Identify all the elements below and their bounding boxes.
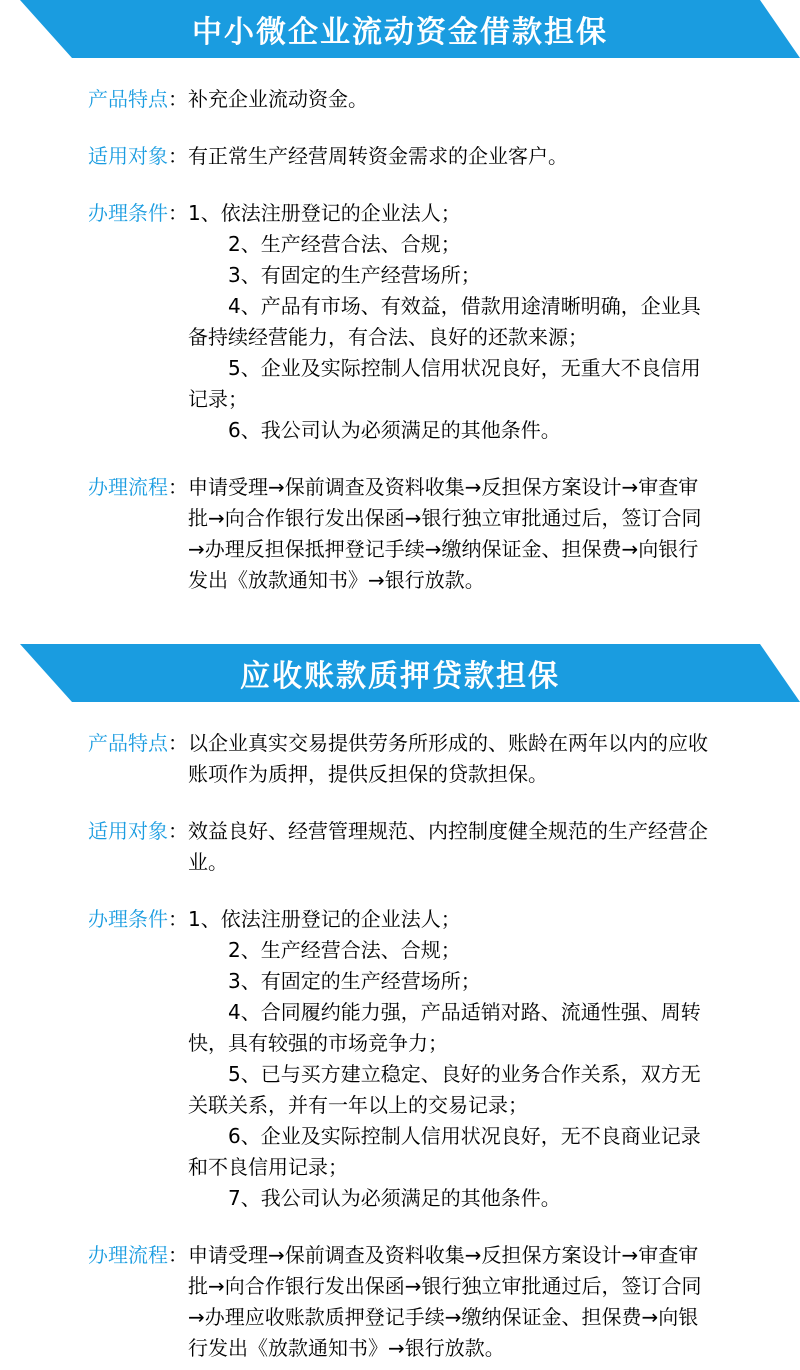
field-value: 补充企业流动资金。 [188,87,368,111]
condition-item: 5、已与买方建立稳定、良好的业务合作关系，双方无关联关系，并有一年以上的交易记录； [188,1062,701,1117]
field-process [88,1240,712,1364]
condition-item: 3、有固定的生产经营场所； [228,969,481,993]
section-banner [0,644,800,702]
condition-item: 1、依法注册登记的企业法人； [188,907,461,931]
product-section-1 [0,0,800,602]
field-value: 效益良好、经营管理规范、内控制度健全规范的生产经营企业。 [188,819,708,874]
condition-item: 3、有固定的生产经营场所； [228,263,481,287]
field-value: 申请受理→保前调查及资料收集→反担保方案设计→审查审批→向合作银行发出保函→银行独立审批通过后，签订合同→办理应收账款质押登记手续→缴纳保证金、担保费→向银行发出《放款通知书》→银行放款。 [188,1243,702,1360]
field-target-customers [88,141,712,172]
field-colon: ： [168,731,188,755]
field-colon: ： [168,201,188,225]
field-value: 申请受理→保前调查及资料收集→反担保方案设计→审查审批→向合作银行发出保函→银行独立审批通过后，签订合同→办理反担保抵押登记手续→缴纳保证金、担保费→向银行发出《放款通知书》→银行放款。 [188,475,702,592]
field-label: 产品特点 [88,87,168,111]
field-label: 适用对象 [88,144,168,168]
field-label: 办理条件 [88,907,168,931]
conditions-list [188,904,712,1214]
section-body [0,728,800,1364]
section-banner [0,0,800,58]
field-conditions [88,904,712,1214]
field-label: 办理流程 [88,1243,168,1267]
field-colon: ： [168,1243,188,1267]
field-colon: ： [168,144,188,168]
field-label: 办理条件 [88,201,168,225]
field-conditions [88,198,712,446]
field-process [88,472,712,596]
condition-item: 1、依法注册登记的企业法人； [188,201,461,225]
condition-item: 4、产品有市场、有效益，借款用途清晰明确，企业具备持续经营能力，有合法、良好的还款来源； [188,294,701,349]
field-value: 以企业真实交易提供劳务所形成的、账龄在两年以内的应收账项作为质押，提供反担保的贷款担保。 [188,731,708,786]
condition-item: 7、我公司认为必须满足的其他条件。 [228,1186,561,1210]
field-value: 有正常生产经营周转资金需求的企业客户。 [188,144,568,168]
field-target-customers [88,816,712,878]
condition-item: 2、生产经营合法、合规； [228,938,461,962]
condition-item: 6、我公司认为必须满足的其他条件。 [228,418,561,442]
field-label: 产品特点 [88,731,168,755]
field-product-features [88,728,712,790]
section-title: 中小微企业流动资金借款担保 [192,15,608,50]
field-label: 办理流程 [88,475,168,499]
condition-item: 4、合同履约能力强，产品适销对路、流通性强、周转快，具有较强的市场竞争力； [188,1000,701,1055]
condition-item: 5、企业及实际控制人信用状况良好，无重大不良信用记录； [188,356,701,411]
section-title: 应收账款质押贷款担保 [240,659,560,694]
product-section-2 [0,644,800,1370]
section-banner-bar [0,644,800,702]
condition-item: 2、生产经营合法、合规； [228,232,461,256]
field-colon: ： [168,87,188,111]
field-colon: ： [168,475,188,499]
condition-item: 6、企业及实际控制人信用状况良好，无不良商业记录和不良信用记录； [188,1124,701,1179]
section-banner-bar [0,0,800,58]
conditions-list [188,198,712,446]
section-body [0,84,800,596]
field-label: 适用对象 [88,819,168,843]
field-product-features [88,84,712,115]
field-colon: ： [168,819,188,843]
field-colon: ： [168,907,188,931]
